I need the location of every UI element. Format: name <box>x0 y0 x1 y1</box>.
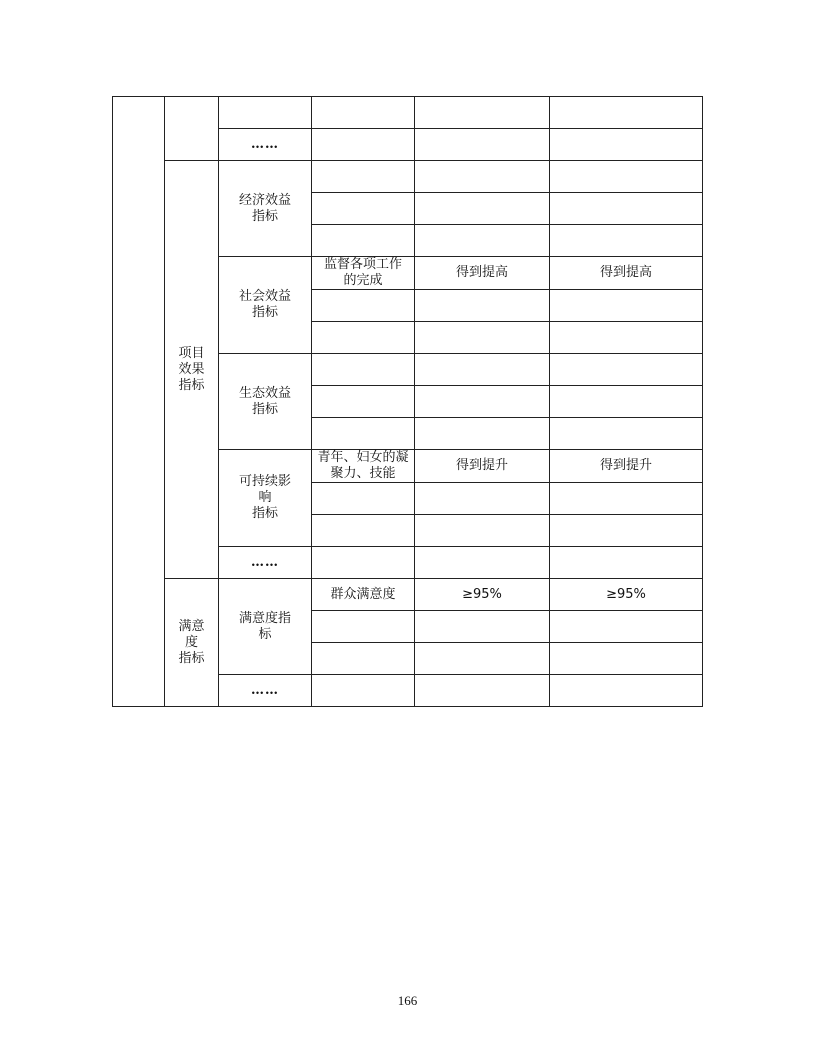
ecological-benefit-label: 生态效益 指标 <box>219 354 312 450</box>
indicator-cell <box>312 386 415 418</box>
indicator-cell <box>312 418 415 450</box>
actual-cell <box>550 386 703 418</box>
target-cell <box>415 386 550 418</box>
outer-category-cell <box>113 97 165 707</box>
actual-cell <box>550 354 703 386</box>
social-indicator: 监督各项工作 的完成 <box>312 257 415 290</box>
indicator-cell <box>312 611 415 643</box>
performance-indicator-table <box>112 96 703 707</box>
indicator-cell <box>312 322 415 354</box>
target-cell <box>415 161 550 193</box>
target-cell <box>415 225 550 257</box>
actual-cell <box>550 643 703 675</box>
actual-cell <box>550 97 703 129</box>
target-cell <box>415 97 550 129</box>
indicator-cell <box>312 225 415 257</box>
target-cell <box>415 193 550 225</box>
economic-benefit-label: 经济效益 指标 <box>219 161 312 257</box>
target-cell <box>415 611 550 643</box>
sustainable-actual: 得到提升 <box>550 450 703 483</box>
indicator-cell <box>312 161 415 193</box>
actual-cell <box>550 515 703 547</box>
sustainable-impact-label: 可持续影 响 指标 <box>219 450 312 547</box>
satisfaction-target: ≥95% <box>415 579 550 611</box>
actual-cell <box>550 611 703 643</box>
continued-category-cell <box>165 97 219 161</box>
target-cell <box>415 483 550 515</box>
satisfaction-indicator-category: 满意 度 指标 <box>165 579 219 707</box>
social-benefit-label: 社会效益 指标 <box>219 257 312 354</box>
target-cell <box>415 129 550 161</box>
actual-cell <box>550 193 703 225</box>
target-cell <box>415 418 550 450</box>
social-actual: 得到提高 <box>550 257 703 290</box>
actual-cell <box>550 129 703 161</box>
indicator-cell <box>312 515 415 547</box>
actual-cell <box>550 161 703 193</box>
indicator-cell <box>312 97 415 129</box>
target-cell <box>415 643 550 675</box>
target-cell <box>415 354 550 386</box>
satisfaction-actual: ≥95% <box>550 579 703 611</box>
target-cell <box>415 290 550 322</box>
indicator-cell <box>312 290 415 322</box>
indicator-cell <box>312 547 415 579</box>
actual-cell <box>550 547 703 579</box>
effect-indicator-category: 项目 效果 指标 <box>165 161 219 579</box>
target-cell <box>415 515 550 547</box>
indicator-cell <box>312 675 415 707</box>
actual-cell <box>550 675 703 707</box>
social-target: 得到提高 <box>415 257 550 290</box>
target-cell <box>415 675 550 707</box>
sustainable-target: 得到提升 <box>415 450 550 483</box>
secondary-indicator-cell <box>219 97 312 129</box>
actual-cell <box>550 322 703 354</box>
ellipsis-cell: …… <box>219 547 312 579</box>
target-cell <box>415 547 550 579</box>
indicator-cell <box>312 483 415 515</box>
page-number: 166 <box>397 993 418 1008</box>
actual-cell <box>550 418 703 450</box>
indicator-cell <box>312 354 415 386</box>
satisfaction-label: 满意度指 标 <box>219 579 312 675</box>
ellipsis-cell: …… <box>219 129 312 161</box>
indicator-cell <box>312 129 415 161</box>
indicator-cell <box>312 193 415 225</box>
actual-cell <box>550 225 703 257</box>
sustainable-indicator: 青年、妇女的凝 聚力、技能 <box>312 450 415 483</box>
indicator-cell <box>312 643 415 675</box>
satisfaction-indicator: 群众满意度 <box>312 579 415 611</box>
target-cell <box>415 322 550 354</box>
ellipsis-cell: …… <box>219 675 312 707</box>
actual-cell <box>550 483 703 515</box>
actual-cell <box>550 290 703 322</box>
